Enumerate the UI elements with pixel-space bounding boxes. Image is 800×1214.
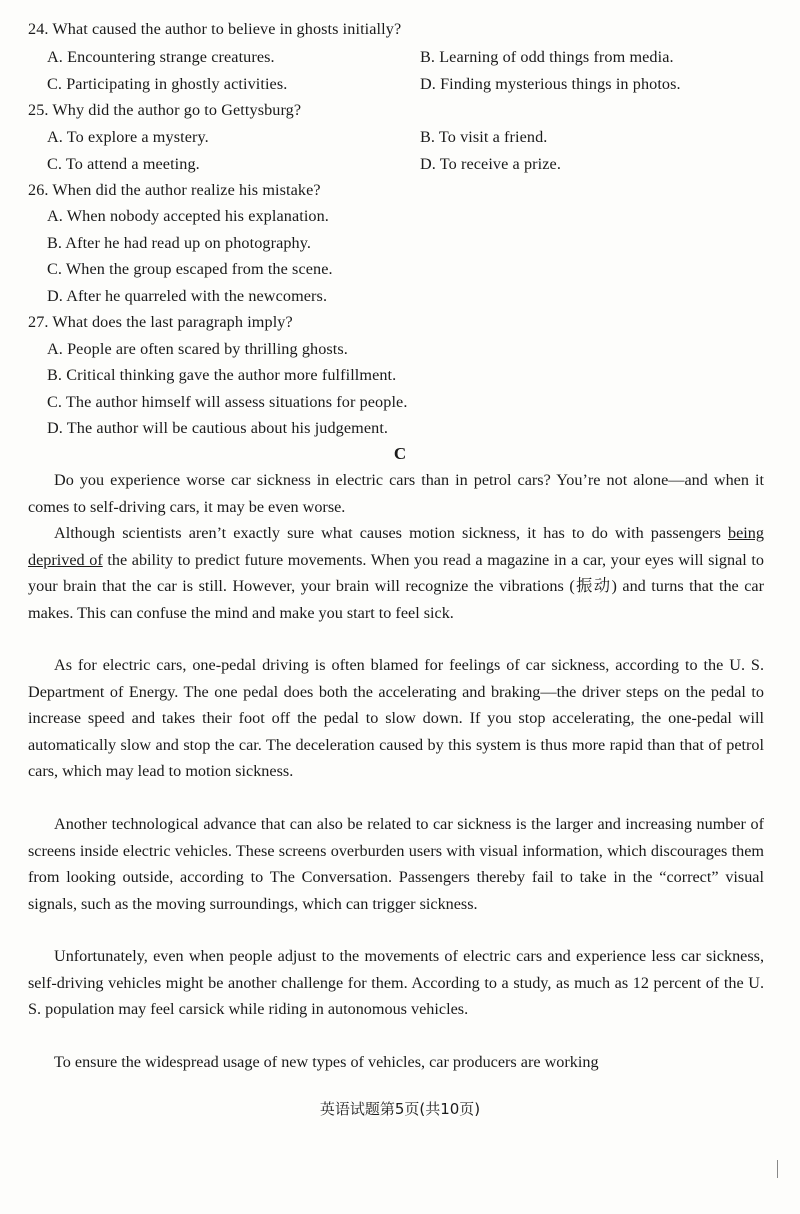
question-25-option-b: B. To visit a friend.: [420, 128, 548, 146]
question-25-option-a: A. To explore a mystery.: [47, 128, 209, 146]
question-27-option-d: D. The author will be cautious about his judgement.: [47, 419, 389, 437]
question-26-option-c: C. When the group escaped from the scene.: [47, 260, 333, 278]
question-26-option-b: B. After he had read up on photography.: [47, 234, 312, 252]
question-26-option-d: D. After he quarreled with the newcomers.: [47, 287, 328, 305]
question-26-option-a: A. When nobody accepted his explanation.: [47, 207, 329, 225]
question-26-stem: 26. When did the author realize his mistake?: [28, 181, 321, 199]
section-heading: C: [393, 444, 407, 463]
question-24-option-d: D. Finding mysterious things in photos.: [420, 75, 681, 93]
question-24-option-a: A. Encountering strange creatures.: [47, 48, 275, 66]
question-25-stem: 25. Why did the author go to Gettysburg?: [28, 101, 302, 119]
paragraph-2-text-start: Although scientists aren’t exactly sure what causes motion sickness, it has to do with passengers: [54, 524, 729, 542]
question-24-stem: 24. What caused the author to believe in ghosts initially?: [28, 20, 402, 38]
question-24-option-c: C. Participating in ghostly activities.: [47, 75, 288, 93]
question-25-option-c: C. To attend a meeting.: [47, 155, 200, 173]
passage-paragraph-2: [28, 520, 764, 626]
paragraph-2-text-end: the ability to predict future movements. When you read a magazine in a car, your eyes will signal to your brain that the car is still. However, your brain will recognize the vibrations (振动) and turns that the car makes. This can confuse the mind and make you start to feel sick.: [28, 550, 764, 622]
question-25-option-d: D. To receive a prize.: [420, 155, 561, 173]
passage-paragraph-3: As for electric cars, one-pedal driving is often blamed for feelings of car sickness, according to the U. S. Department of Energy. The one pedal does both the accelerating and braking—the driver steps on the pedal to increase speed and takes their foot off the pedal to slow down. If you stop accelerating, the one-pedal will automatically slow and stop the car. The deceleration caused by this system is thus more rapid than that of petrol cars, which may lead to motion sickness.: [28, 656, 764, 780]
question-27-option-b: B. Critical thinking gave the author more fulfillment.: [47, 366, 397, 384]
passage-paragraph-5: Unfortunately, even when people adjust to the movements of electric cars and experience less car sickness, self-driving vehicles might be another challenge for them. According to a study, as much as 12 percent of the U. S. population may feel carsick while riding in autonomous vehicles.: [28, 947, 764, 1018]
passage-paragraph-4: Another technological advance that can also be related to car sickness is the larger and increasing number of screens inside electric vehicles. These screens overburden users with visual information, which discourages them from looking outside, according to The Conversation. Passengers thereby fail to take in the “correct” visual signals, such as the moving surroundings, which can trigger sickness.: [28, 815, 764, 913]
question-24-option-b: B. Learning of odd things from media.: [420, 48, 674, 66]
question-27-option-a: A. People are often scared by thrilling ghosts.: [47, 340, 348, 358]
underlined-phrase: being deprived of: [28, 524, 764, 569]
page-footer: 英语试题第5页(共10页): [319, 1100, 481, 1118]
question-27-option-c: C. The author himself will assess situations for people.: [47, 393, 408, 411]
passage-paragraph-1: Do you experience worse car sickness in electric cars than in petrol cars? You’re not alone—and when it comes to self-driving cars, it may be even worse.: [28, 471, 764, 516]
passage-paragraph-6: To ensure the widespread usage of new types of vehicles, car producers are working: [54, 1053, 599, 1071]
question-27-stem: 27. What does the last paragraph imply?: [28, 313, 293, 331]
scan-mark: [777, 1160, 778, 1178]
